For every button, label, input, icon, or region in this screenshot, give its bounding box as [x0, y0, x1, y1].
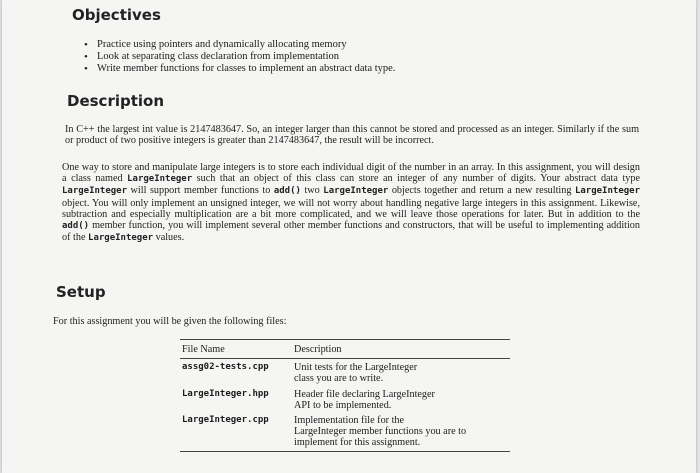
table-header-row [180, 340, 510, 359]
text-run: objects together and return a new resulting [388, 185, 575, 197]
file-name-cell: LargeInteger.hpp [182, 388, 269, 399]
file-description-cell [292, 359, 510, 386]
table-row [180, 412, 510, 451]
description-line: API to be implemented. [294, 399, 392, 411]
text-run: member function, you will implement several other member functions and constructors, that will be useful to implementing addition of the [62, 220, 640, 244]
objective-item: • Practice using pointers and dynamically allocating memory [84, 39, 395, 51]
code-largeinteger: LargeInteger [62, 186, 128, 197]
column-header-file-name: File Name [180, 340, 292, 359]
objective-item: • Look at separating class declaration from implementation [84, 51, 395, 63]
setup-intro: For this assignment you will be given the following files: [53, 316, 287, 327]
description-heading: Description [67, 92, 165, 110]
description-line: Header file declaring LargeInteger [294, 388, 435, 400]
code-largeinteger: LargeInteger [88, 233, 154, 244]
text-run: object. You will only implement an unsigned integer, we will not worry about handling negative large integers in this assignment. Likewise, subtraction and especially multiplication are a bit more complicated, and we will leave those operations for later. But in addition to the [62, 197, 640, 220]
objectives-list [84, 39, 395, 75]
file-name-cell: LargeInteger.cpp [180, 412, 292, 451]
text-run: such that an object of this class can store an integer of any number of digits. Your abstract data type [192, 173, 640, 185]
document-page [2, 0, 696, 473]
code-largeinteger: LargeInteger [127, 174, 193, 185]
description-line: LargeInteger member functions you are to [294, 426, 467, 438]
description-line: class you are to write. [294, 373, 384, 385]
description-paragraph-1: In C++ the largest int value is 2147483647. So, an integer larger than this cannot be stored and processed as an integer. Similarly if the sum or product of two positive integers is greater than 2147483647, the result will be incorrect. [65, 124, 639, 147]
code-add: add() [273, 186, 301, 197]
code-largeinteger: LargeInteger [323, 186, 389, 197]
description-paragraph-2 [62, 162, 640, 244]
text-run: will support member functions to [127, 185, 274, 197]
text-run: values. [153, 232, 185, 244]
file-description-cell [292, 412, 510, 451]
text-run: two [300, 185, 324, 197]
description-line: Implementation file for the [294, 415, 405, 427]
file-name-cell: assg02-tests.cpp [182, 362, 269, 373]
setup-heading: Setup [56, 283, 106, 301]
objectives-heading: Objectives [72, 6, 161, 24]
column-header-description: Description [292, 340, 510, 359]
file-description-cell [292, 386, 510, 412]
description-line: Unit tests for the LargeInteger [294, 362, 418, 374]
description-line: implement for this assignment. [294, 437, 421, 449]
table-row [180, 386, 510, 412]
code-largeinteger: LargeInteger [574, 186, 640, 197]
table-row [180, 359, 510, 386]
text-run: One way to store and manipulate large integers is to store each individual digit of the number in an array. In this assignment, you will design a class named [62, 162, 640, 185]
code-add: add() [62, 221, 90, 232]
files-table [180, 339, 510, 452]
objective-item: • Write member functions for classes to implement an abstract data type. [84, 63, 395, 75]
